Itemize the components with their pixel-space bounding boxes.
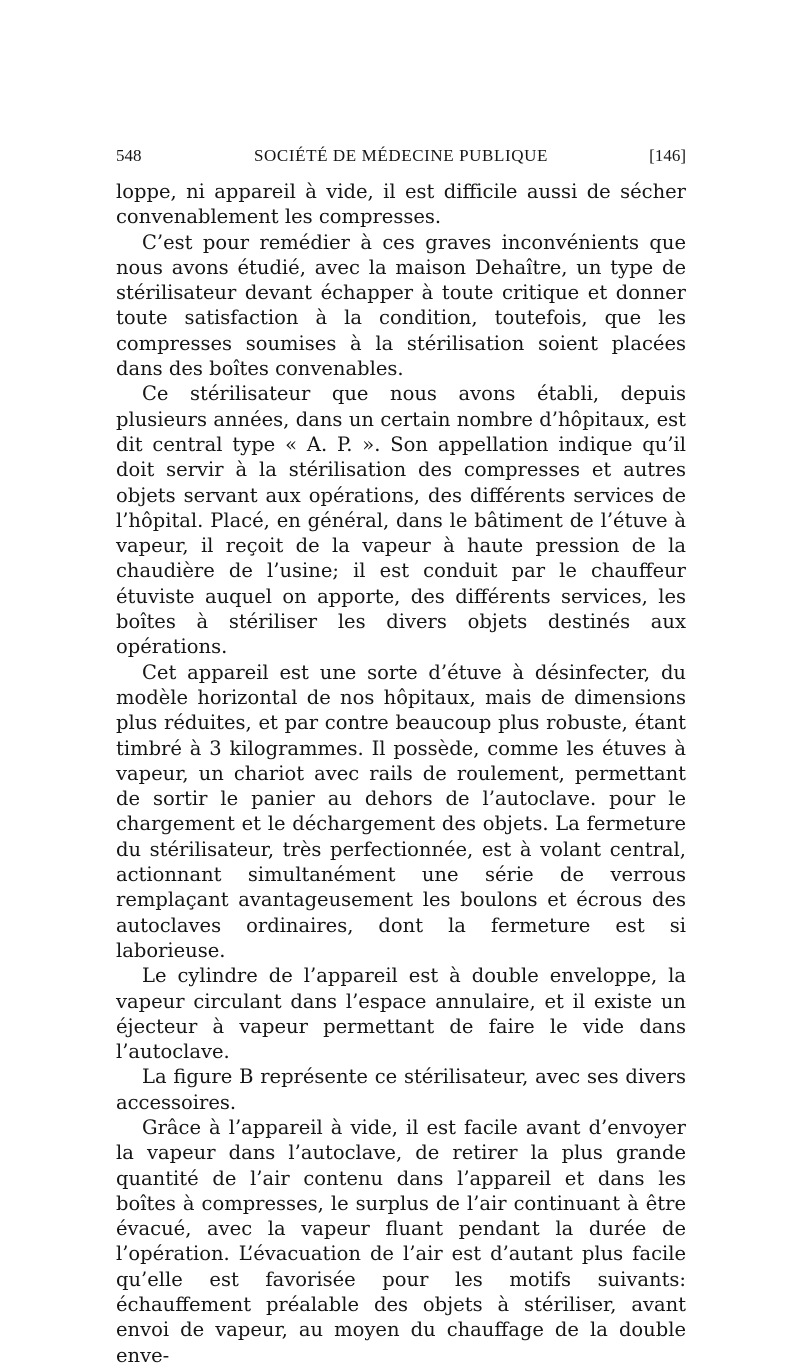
paragraph: C’est pour remédier à ces graves inconvénients que nous avons étudié, avec la maison Dehaître, un type de stérilisateur devant échapper à toute critique et donner toute satisfaction à la condition, toutefois, que les compresses soumises à la stérilisation soient placées dans des boîtes convenables.: [116, 230, 686, 381]
page-number: 548: [116, 146, 142, 165]
paragraph: Grâce à l’appareil à vide, il est facile avant d’envoyer la vapeur dans l’autoclave, de retirer la plus grande quantité de l’air contenu dans l’appareil et dans les boîtes à compresses, le surplus de l’air continuant à être évacué, avec la vapeur fluant pendant la durée de l’opération. L’évacuation de l’air est d’autant plus facile qu’elle est favorisée pour les motifs suivants: échauffement préalable des objets à stériliser, avant envoi de vapeur, au moyen du chauffage de la double enve-: [116, 1115, 686, 1367]
running-title: SOCIÉTÉ DE MÉDECINE PUBLIQUE: [254, 146, 548, 165]
paragraph: Cet appareil est une sorte d’étuve à désinfecter, du modèle horizontal de nos hôpitaux, mais de dimensions plus réduites, et par contre beaucoup plus robuste, étant timbré à 3 kilogrammes. Il possède, comme les étuves à vapeur, un chariot avec rails de roulement, permettant de sortir le panier au dehors de l’autoclave. pour le chargement et le déchargement des objets. La fermeture du stérilisateur, très perfectionnée, est à volant central, actionnant simultanément une série de verrous remplaçant avantageusement les boulons et écrous des autoclaves ordinaires, dont la fermeture est si laborieuse.: [116, 660, 686, 962]
paragraph: loppe, ni appareil à vide, il est difficile aussi de sécher convenablement les compresses.: [116, 180, 686, 229]
sequence-number: [146]: [649, 146, 686, 165]
paragraph: La figure B représente ce stérilisateur, avec ses divers accessoires.: [116, 1065, 686, 1114]
page-header: [116, 146, 686, 170]
paragraph: Ce stérilisateur que nous avons établi, depuis plusieurs années, dans un certain nombre d’hôpitaux, est dit central type « A. P. ». Son appellation indique qu’il doit servir à la stérilisation des compresses et autres objets servant aux opérations, des différents services de l’hôpital. Placé, en général, dans le bâtiment de l’étuve à vapeur, il reçoit de la vapeur à haute pression de la chaudière de l’usine; il est conduit par le chauffeur étuviste auquel on apporte, des différents services, les boîtes à stériliser les divers objets destinés aux opérations.: [116, 382, 686, 659]
body-text: [116, 179, 686, 1368]
paragraph: Le cylindre de l’appareil est à double enveloppe, la vapeur circulant dans l’espace annulaire, et il existe un éjecteur à vapeur permettant de faire le vide dans l’autoclave.: [116, 964, 686, 1064]
